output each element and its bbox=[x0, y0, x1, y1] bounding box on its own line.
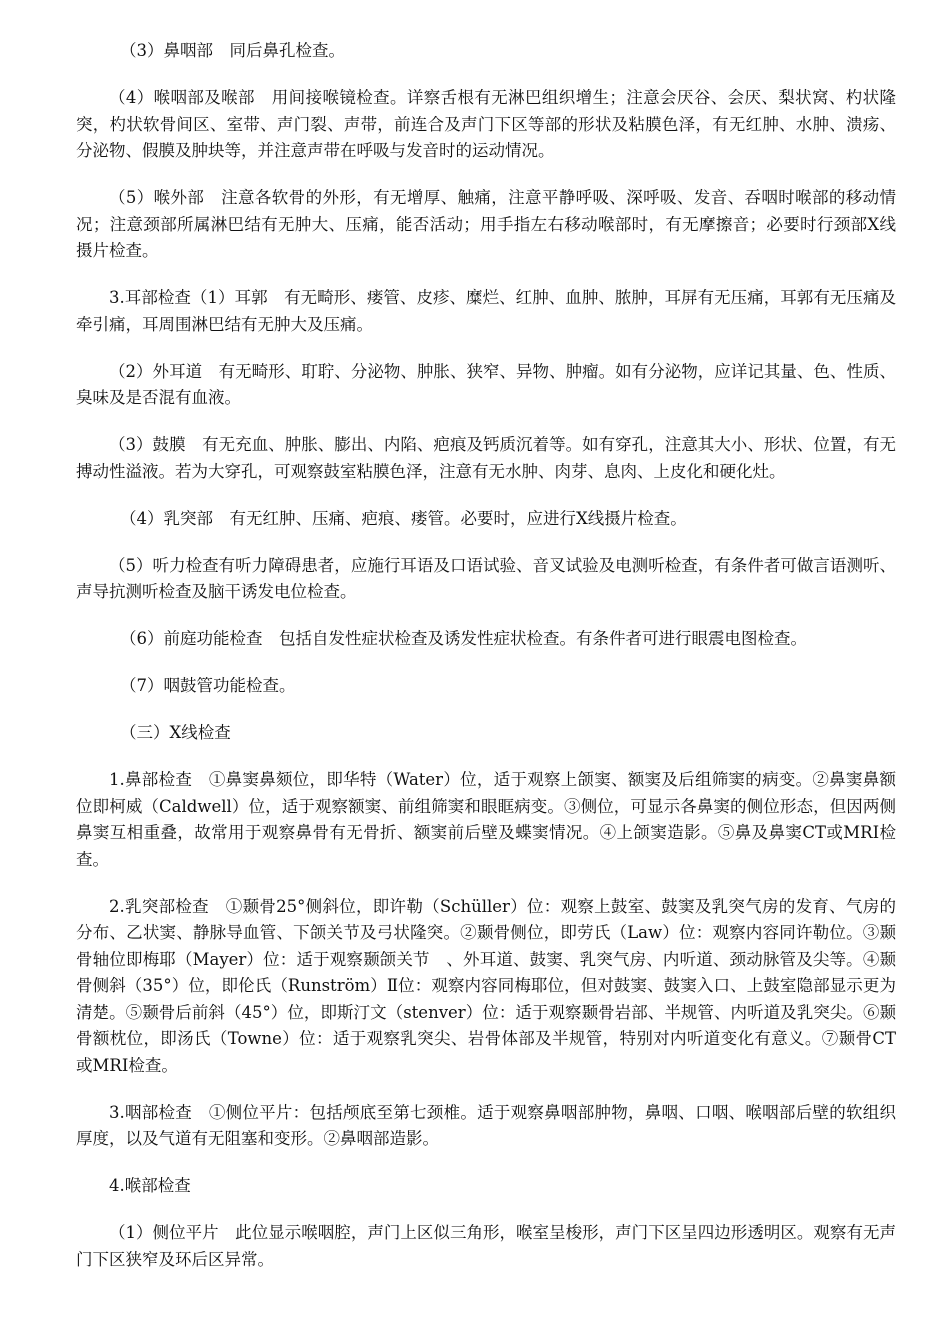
paragraph-external-ear-canal: （2）外耳道 有无畸形、耵聍、分泌物、肿胀、狭窄、异物、肿瘤。如有分泌物，应详记其量、色、性质、臭味及是否混有血液。 bbox=[76, 361, 896, 407]
document-page bbox=[76, 38, 896, 1294]
paragraph-mastoid-xray: 2.乳突部检查 ①颞骨25°侧斜位，即许勒（Schüller）位：观察上鼓室、鼓窦及乳突气房的发育、气房的分布、乙状窦、静脉导血管、下颌关节及弓状隆突。②颞骨侧位，即劳氏（Law）位：观察内容同许勒位。③颞骨轴位即梅耶（Mayer）位：适于观察颞颌关节 、外耳道、鼓窦、乳突气房、内听道、颈动脉管及尖等。④颞骨侧斜（35°）位，即伦氏（Runström）Ⅱ位：观察内容同梅耶位，但对鼓窦、鼓窦入口、上鼓室隐部显示更为清楚。⑤颞骨后前斜（45°）位，即斯汀文（stenver）位：适于观察颞骨岩部、半规管、内听道及乳突尖。⑥颞骨额枕位，即汤氏（Towne）位：适于观察乳突尖、岩骨体部及半规管，特别对内听道变化有意义。⑦颞骨CT或MRI检查。 bbox=[76, 896, 896, 1075]
subheading-larynx-xray: 4.喉部检查 bbox=[109, 1176, 191, 1195]
section-heading-xray: （三）X线检查 bbox=[120, 723, 231, 742]
paragraph-nasopharynx: （3）鼻咽部 同后鼻孔检查。 bbox=[120, 41, 345, 60]
paragraph-eustachian-tube: （7）咽鼓管功能检查。 bbox=[120, 676, 296, 695]
paragraph-hearing-test: （5）听力检查有听力障碍患者，应施行耳语及口语试验、音叉试验及电测听检查，有条件者可做言语测听、声导抗测听检查及脑干诱发电位检查。 bbox=[76, 555, 896, 601]
paragraph-tympanic-membrane: （3）鼓膜 有无充血、肿胀、膨出、内陷、疤痕及钙质沉着等。如有穿孔，注意其大小、形状、位置，有无搏动性溢液。若为大穿孔，可观察鼓室粘膜色泽，注意有无水肿、肉芽、息肉、上皮化和硬化灶。 bbox=[76, 435, 896, 481]
paragraph-hypopharynx-larynx: （4）喉咽部及喉部 用间接喉镜检查。详察舌根有无淋巴组织增生；注意会厌谷、会厌、梨状窝、杓状隆突，杓状软骨间区、室带、声门裂、声带，前连合及声门下区等部的形状及粘膜色泽，有无红肿、水肿、溃疡、分泌物、假膜及肿块等，并注意声带在呼吸与发音时的运动情况。 bbox=[76, 88, 896, 160]
paragraph-external-larynx: （5）喉外部 注意各软骨的外形，有无增厚、触痛，注意平静呼吸、深呼吸、发音、吞咽时喉部的移动情况；注意颈部所属淋巴结有无肿大、压痛，能否活动；用手指左右移动喉部时，有无摩擦音；必要时行颈部X线摄片检查。 bbox=[76, 188, 896, 260]
paragraph-nose-xray: 1.鼻部检查 ①鼻窦鼻颏位，即华特（Water）位，适于观察上颌窦、额窦及后组筛窦的病变。②鼻窦鼻额位即柯威（Caldwell）位，适于观察额窦、前组筛窦和眼眶病变。③侧位，可显示各鼻窦的侧位形态，但因两侧鼻窦互相重叠，故常用于观察鼻骨有无骨折、额窦前后壁及蝶窦情况。④上颌窦造影。⑤鼻及鼻窦CT或MRI检查。 bbox=[76, 770, 896, 869]
paragraph-vestibular-function: （6）前庭功能检查 包括自发性症状检查及诱发性症状检查。有条件者可进行眼震电图检查。 bbox=[120, 629, 807, 648]
paragraph-pharynx-xray: 3.咽部检查 ①侧位平片：包括颅底至第七颈椎。适于观察鼻咽部肿物，鼻咽、口咽、喉咽部后壁的软组织厚度，以及气道有无阻塞和变形。②鼻咽部造影。 bbox=[76, 1102, 896, 1148]
paragraph-auricle: 3.耳部检查（1）耳郭 有无畸形、瘘管、皮疹、糜烂、红肿、血肿、脓肿，耳屏有无压痛，耳郭有无压痛及牵引痛，耳周围淋巴结有无肿大及压痛。 bbox=[76, 288, 896, 334]
paragraph-mastoid: （4）乳突部 有无红肿、压痛、疤痕、瘘管。必要时，应进行X线摄片检查。 bbox=[120, 508, 687, 528]
paragraph-lateral-film: （1）侧位平片 此位显示喉咽腔，声门上区似三角形，喉室呈梭形，声门下区呈四边形透明区。观察有无声门下区狭窄及环后区异常。 bbox=[76, 1223, 896, 1269]
